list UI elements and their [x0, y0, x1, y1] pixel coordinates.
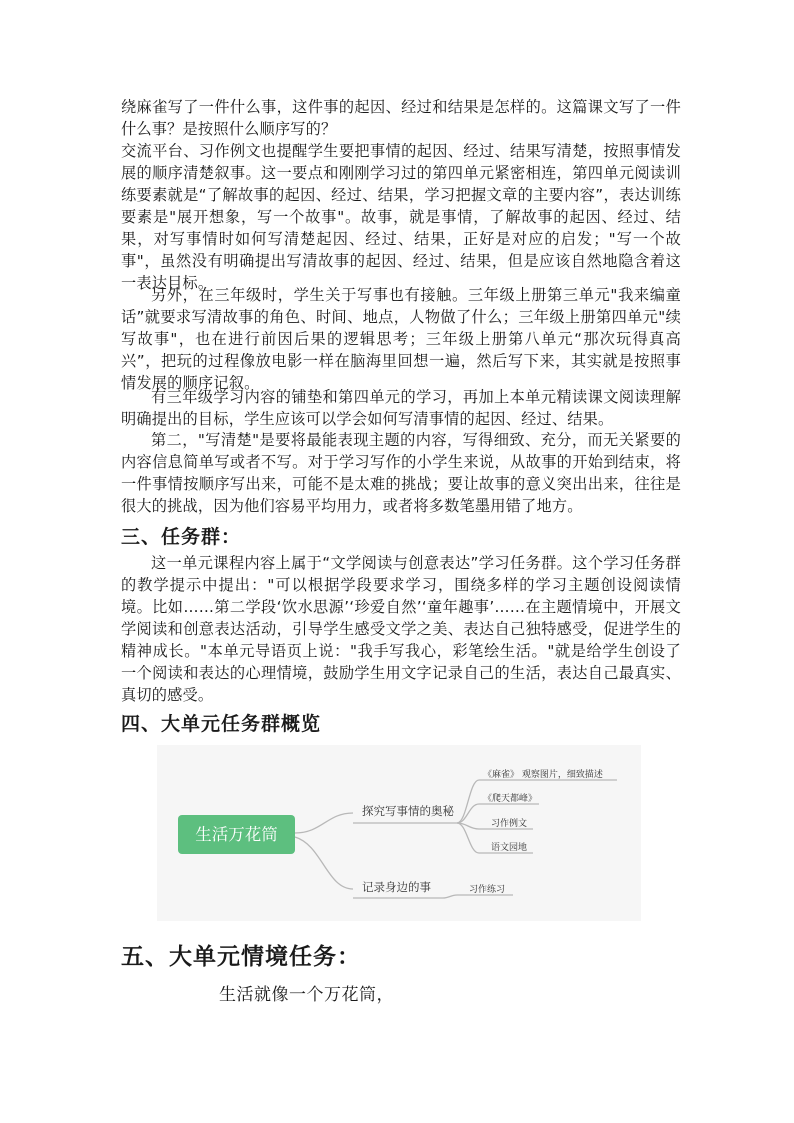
mind-map-leaf-1: 《麻雀》 观察图片，细致描述 — [483, 770, 603, 780]
paragraph-4: 有三年级学习内容的铺垫和第四单元的学习，再加上本单元精读课文阅读理解明确提出的目标，学生应该可以学会如何写清事情的起因、经过、结果。 — [121, 388, 681, 428]
paragraph-3: 另外，在三年级时，学生关于写事也有接触。三年级上册第三单元"我来编童话”就要求写清故事的角色、时间、地点，人物做了什么；三年级上册第四单元"续写故事"，也在进行前因后果的逻辑思考；三年级上册第八单元“那次玩得真高兴”，把玩的过程像放电影一样在脑海里回想一遍，然后写下来，其实就是按照事情发展的顺序记叙。 — [121, 286, 681, 392]
paragraph-5: 第二，"写清楚"是要将最能表现主题的内容，写得细致、充分，而无关紧要的内容信息简单写或者不写。对于学习写作的小学生来说，从故事的开始到结束，将一件事情按顺序写出来，可能不是太难的挑战；要让故事的意义突出出来，往往是很大的挑战，因为他们容易平均用力，或者将多数笔墨用错了地方。 — [121, 431, 681, 515]
mind-map-leaf-4: 语文园地 — [491, 843, 528, 853]
paragraph-1: 绕麻雀写了一件什么事，这件事的起因、经过和结果是怎样的。这篇课文写了一件什么事？是按照什么顺序写的？ — [121, 98, 681, 138]
mind-map — [157, 745, 641, 921]
mind-map-leaf-2: 《爬天都峰》 — [483, 794, 538, 804]
connector-leaf-2 — [457, 804, 479, 823]
mind-map-branch-2: 记录身边的事 — [362, 880, 431, 894]
connector-leaf-5 — [443, 895, 457, 898]
connector-root-branch1 — [295, 813, 353, 833]
heading-situation-task: 五、大单元情境任务： — [121, 943, 361, 970]
heading-overview: 四、大单元任务群概览 — [121, 713, 322, 735]
connector-leaf-1 — [457, 780, 479, 823]
paragraph-6: 这一单元课程内容上属于“文学阅读与创意表达”学习任务群。这个学习任务群的教学提示中提出："可以根据学段要求学习，围绕多样的学习主题创设阅读情境。比如……第二学段‘饮水思源’‘珍爱自然’‘童年趣事’……在主题情境中，开展文学阅读和创意表达活动，引导学生感受文学之美、表达自己独特感受，促进学生的精神成长。"本单元导语页上说："我手写我心，彩笔绘生活。"就是给学生创设了一个阅读和表达的心理情境，鼓励学生用文字记录自己的生活，表达自己最真实、真切的感受。 — [121, 554, 681, 704]
closing-line: 生活就像一个万花筒， — [219, 985, 394, 1005]
mind-map-leaf-5: 习作练习 — [469, 885, 506, 895]
heading-task-group: 三、任务群： — [121, 526, 242, 548]
mind-map-leaf-3: 习作例文 — [491, 819, 528, 829]
mind-map-branch-1: 探究写事情的奥秘 — [362, 804, 454, 818]
connector-leaf-4 — [457, 823, 479, 853]
mind-map-root: 生活万花筒 — [178, 815, 295, 854]
connector-root-branch2 — [295, 837, 353, 889]
paragraph-2: 交流平台、习作例文也提醒学生要把事情的起因、经过、结果写清楚，按照事情发展的顺序清楚叙事。这一要点和刚刚学习过的第四单元紧密相连，第四单元阅读训练要素就是“了解故事的起因、经过、结果，学习把握文章的主要内容”，表达训练要素是"展开想象，写一个故事"。故事，就是事情，了解故事的起因、经过、结果，对写事情时如何写清楚起因、经过、结果，正好是对应的启发；"写一个故事"，虽然没有明确提出写清故事的起因、经过、结果，但是应该自然地隐含着这一表达目标。 — [121, 142, 681, 292]
